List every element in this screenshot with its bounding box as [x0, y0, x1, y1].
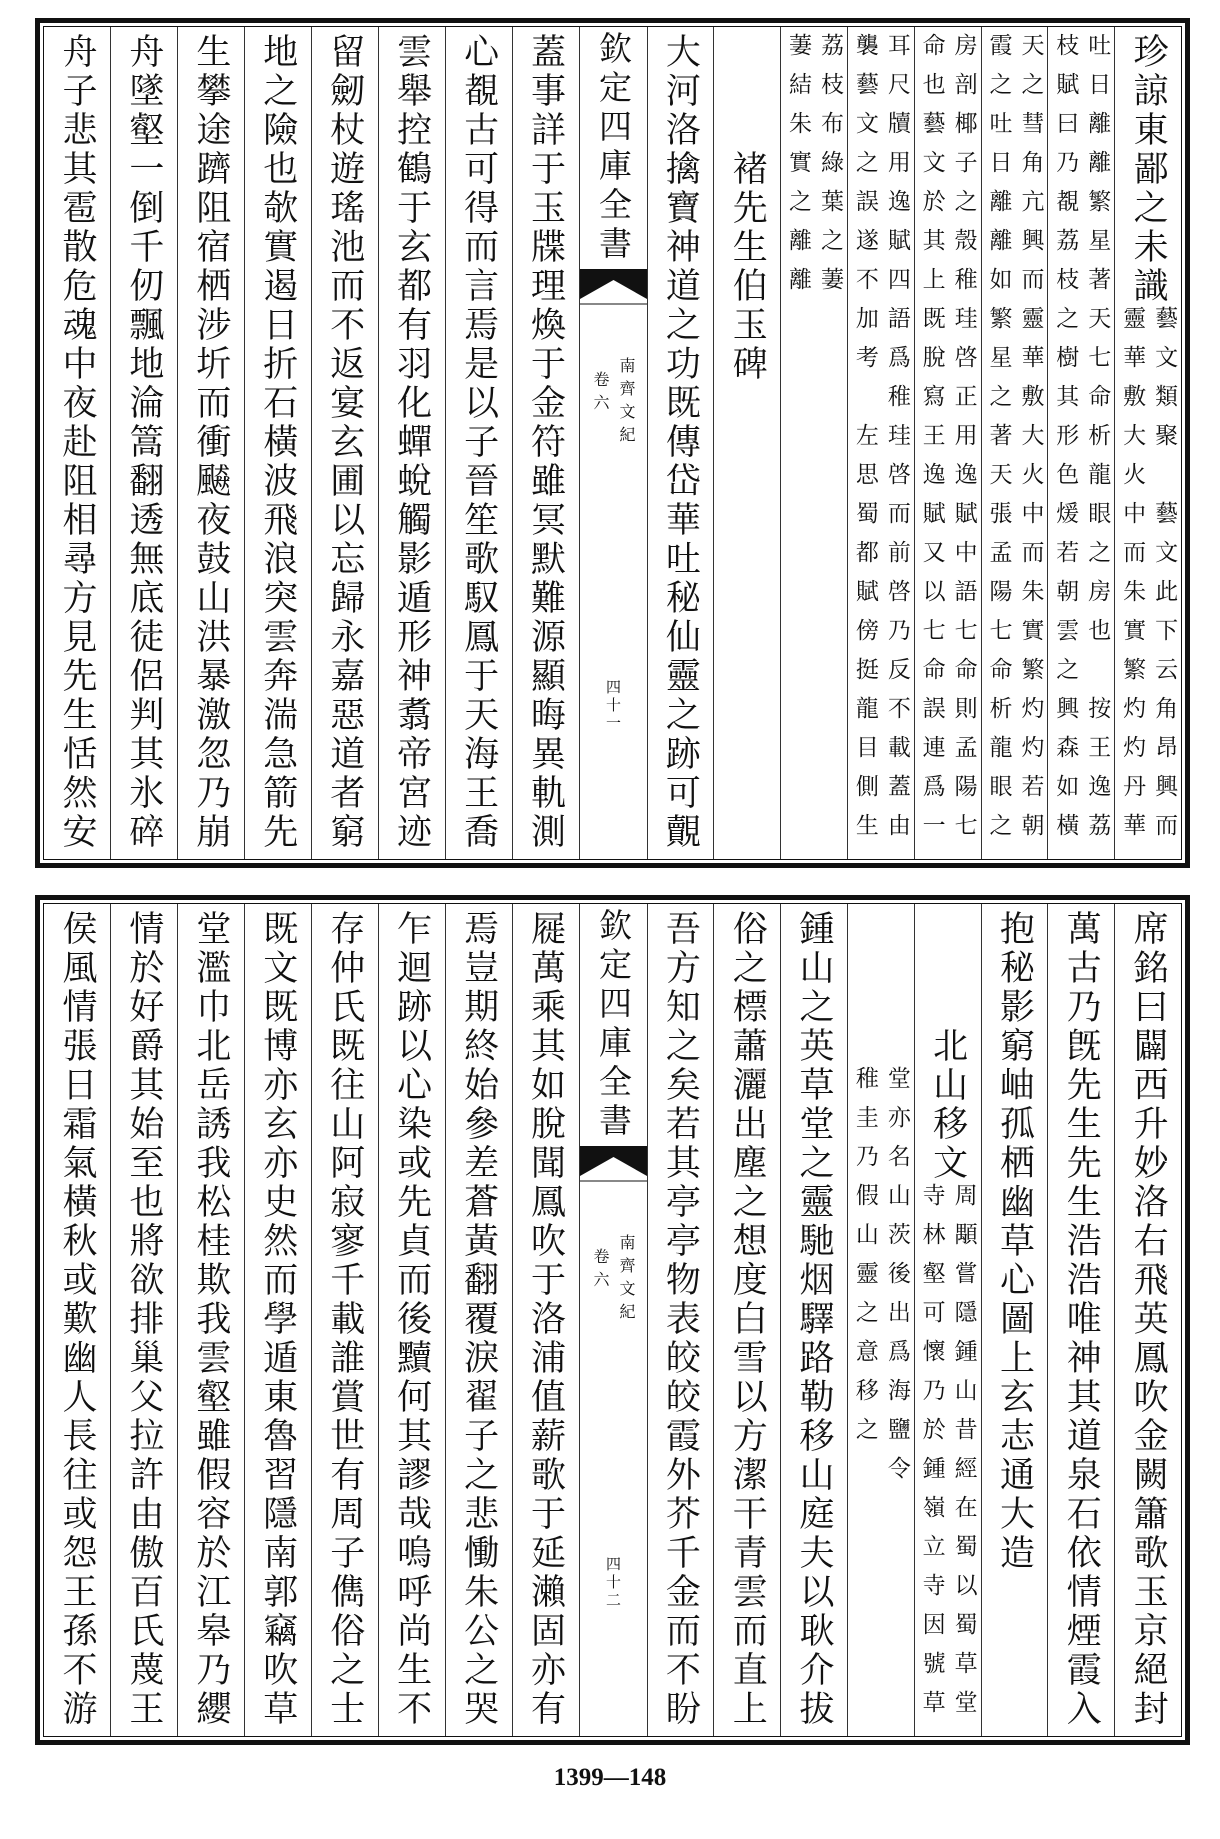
center-gutter	[579, 27, 647, 859]
column-text: 鍾山之英草堂之靈馳烟驛路勒移山庭夫以耿介拔	[794, 910, 835, 1729]
title-column	[713, 27, 780, 859]
column-text: 珍諒東鄙之未識	[1128, 33, 1169, 306]
text-column	[311, 904, 378, 1736]
gutter-book-title-wrap	[580, 908, 647, 1142]
gutter-book-title: 欽定四庫全書	[594, 31, 633, 265]
text-column	[512, 904, 579, 1736]
note-column	[780, 27, 847, 859]
column-text: 舟子悲其雹散危魂中夜赴阻相尋方見先生恬然安	[56, 33, 97, 852]
half-leaf-right	[647, 27, 1182, 859]
title-column	[914, 904, 981, 1736]
text-column	[981, 904, 1048, 1736]
note-line-right: 天之彗角亢興而靈華敷大火中而朱實繁灼灼若朝	[1017, 33, 1044, 852]
text-column	[378, 904, 445, 1736]
note-line-left: 萋結朱實之離離	[785, 33, 812, 306]
text-column	[1114, 904, 1181, 1736]
gutter-work-title: 南齊文紀	[617, 357, 636, 449]
note-column	[847, 27, 914, 859]
half-leaf-left	[44, 27, 579, 859]
annotated-column	[1114, 27, 1181, 859]
text-column	[44, 904, 110, 1736]
text-column	[445, 27, 512, 859]
inner-frame	[43, 903, 1182, 1737]
text-column	[1047, 904, 1114, 1736]
column-text: 萬古乃旣先生先生浩浩唯神其道泉石依情煙霞入	[1061, 910, 1102, 1729]
section-title: 北山移文	[927, 1027, 968, 1183]
column-text: 堂濫巾北岳誘我松桂欺我雲壑雖假容於江皋乃纓	[190, 910, 231, 1729]
note-line-left: 枝賦曰乃覩荔枝之樹其形色煖若朝雲之興森如橫	[1052, 33, 1079, 852]
column-text: 抱秘影窮岫孤栖幽草心圖上玄志通大造	[994, 910, 1035, 1573]
column-text: 俗之標蕭灑出塵之想度白雪以方潔干青雲而直上	[727, 910, 768, 1729]
note-column	[981, 27, 1048, 859]
gutter-leaf-number: 四十二	[604, 1556, 622, 1610]
note-line-left: 稚圭乃假山靈之意移之	[851, 1066, 878, 1456]
text-column	[244, 904, 311, 1736]
note-line-right: 藝文類聚 藝文此下云角昂興而	[1151, 306, 1178, 852]
text-column	[713, 904, 780, 1736]
column-text: 心覩古可得而言焉是以子晉笙歌馭鳳于天海王喬	[458, 33, 499, 852]
gutter-leaf-number: 四十一	[604, 679, 622, 733]
text-column	[647, 27, 714, 859]
text-column	[244, 27, 311, 859]
text-column	[110, 27, 177, 859]
column-text: 生攀途躋阻宿栖涉圻而衝飇夜鼓山洪暴激忽乃崩	[190, 33, 231, 852]
interlinear-note	[918, 1183, 978, 1729]
interlinear-note	[851, 1066, 911, 1495]
column-text: 席銘曰闢西升妙洛右飛英鳳吹金闕簫歌玉京絕封	[1128, 910, 1169, 1729]
column-text: 侯風情張日霜氣橫秋或歎幽人長往或怨王孫不游	[56, 910, 97, 1729]
page-panel-bottom	[35, 895, 1190, 1745]
gutter-leaf-wrap	[580, 1556, 647, 1610]
section-title: 褚先生伯玉碑	[727, 150, 768, 384]
gutter-book-title: 欽定四庫全書	[594, 908, 633, 1142]
interlinear-note	[784, 33, 844, 306]
text-column	[44, 27, 110, 859]
note-line-left: 霞之吐日離離如繁星之著天張孟陽七命析龍眼之	[985, 33, 1012, 852]
text-column	[647, 904, 714, 1736]
note-column	[1047, 27, 1114, 859]
interlinear-note	[1118, 306, 1178, 852]
text-column	[177, 27, 244, 859]
note-column	[914, 27, 981, 859]
column-text: 蓋事詳于玉牒理煥于金符雖冥默難源顯晦異軌測	[525, 33, 566, 852]
text-column	[378, 27, 445, 859]
column-text: 地之險也欹實遏日折石橫波飛浪突雲奔湍急箭先	[257, 33, 298, 852]
note-line-right: 耳尺牘用逸賦四語爲稚珪啓而前啓乃反不載蓋由	[883, 33, 910, 852]
column-text: 雲舉控鶴于玄都有羽化蟬蛻觸影遁形神翥帝宮迹	[391, 33, 432, 852]
column-text: 大河洛擒寶神道之功既傳岱華吐秘仙靈之跡可覿	[660, 33, 701, 852]
note-line-right: 房剖椰子之殼稚珪啓正用逸賦中語七命則孟陽七	[950, 33, 977, 852]
page-panel-top	[35, 18, 1190, 868]
interlinear-note	[984, 33, 1044, 852]
fishtail-ornament	[580, 269, 647, 305]
gutter-leaf-wrap	[580, 679, 647, 733]
note-line-left: 命也藝文於其上既脫寫王逸賦又以七命誤連爲一	[918, 33, 945, 852]
text-column	[177, 904, 244, 1736]
note-line-right: 吐日離離繁星著天七命析龍眼之房也 按王逸荔	[1084, 33, 1111, 852]
gutter-work-info	[580, 357, 647, 449]
column-text: 留劒杖遊瑤池而不返宴玄圃以忘歸永嘉惡道者窮	[324, 33, 365, 852]
half-leaf-left	[44, 904, 579, 1736]
gutter-juan: 卷六	[591, 371, 610, 417]
gutter-work-info	[580, 1234, 647, 1326]
note-line-left: 靈華敷大火中而朱實繁灼灼丹華	[1119, 306, 1146, 852]
column-text: 情於好爵其始至也將欲排巢父拉許由傲百氏蔑王	[123, 910, 164, 1729]
column-text: 舟墜壑一倒千仞飄地淪篙翻透無底徒侶判其氷碎	[123, 33, 164, 852]
text-column	[110, 904, 177, 1736]
text-column	[445, 904, 512, 1736]
note-line-right: 荔枝布綠葉之萋	[817, 33, 844, 306]
text-column	[512, 27, 579, 859]
note-line-left: 襲藝文之誤遂不加考 左思蜀都賦傍挺龍目側生	[851, 33, 878, 852]
note-line-left: 寺林壑可懷乃於鍾嶺立寺因號草	[918, 1183, 945, 1729]
column-text: 焉豈期終始參差蒼黃翻覆淚翟子之悲慟朱公之哭	[458, 910, 499, 1729]
gutter-work-title: 南齊文紀	[617, 1234, 636, 1326]
half-leaf-right	[647, 904, 1182, 1736]
column-text: 既文既博亦玄亦史然而學遁東魯習隱南郭竊吹草	[257, 910, 298, 1729]
note-line-right: 周顒嘗隱鍾山昔經在蜀以蜀草堂	[950, 1183, 977, 1729]
page-reference: 1399—148	[553, 1764, 667, 1791]
column-text: 存仲氏既往山阿寂寥千載誰賞世有周子儁俗之士	[324, 910, 365, 1729]
column-text: 屣萬乘其如脫聞鳳吹于洛浦值薪歌于延瀨固亦有	[525, 910, 566, 1729]
fishtail-ornament	[580, 1146, 647, 1182]
note-column	[847, 904, 914, 1736]
text-column	[780, 904, 847, 1736]
gutter-book-title-wrap	[580, 31, 647, 265]
gutter-juan: 卷六	[591, 1248, 610, 1294]
inner-frame	[43, 26, 1182, 860]
interlinear-note	[1051, 33, 1111, 852]
column-text: 乍迴跡以心染或先貞而後黷何其謬哉嗚呼尚生不	[391, 910, 432, 1729]
center-gutter	[579, 904, 647, 1736]
note-line-right: 堂亦名山茨後出爲海鹽令	[883, 1066, 910, 1495]
text-column	[311, 27, 378, 859]
interlinear-note	[851, 33, 911, 852]
interlinear-note	[918, 33, 978, 852]
column-text: 吾方知之矣若其亭亭物表皎皎霞外芥千金而不盼	[660, 910, 701, 1729]
